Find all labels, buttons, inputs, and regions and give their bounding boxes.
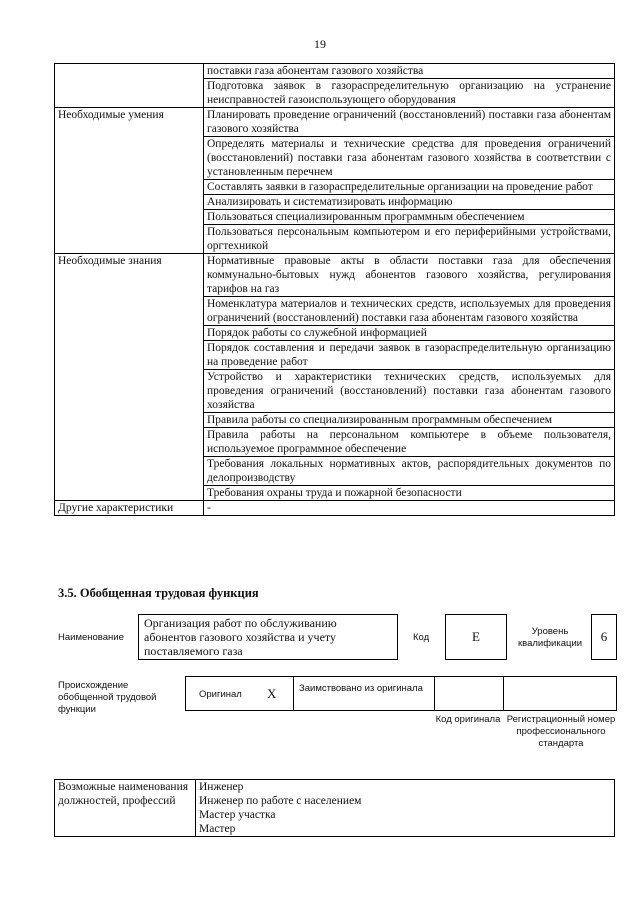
original-mark: X bbox=[267, 686, 277, 701]
code-original-label: Код оригинала bbox=[435, 714, 501, 725]
reg-number-label: Регистрационный номер профессионального стандарта bbox=[506, 714, 616, 749]
knowledge-item: Нормативные правовые акты в области поставки газа для обеспечения коммунально-бытовых нужд абонентов газового хозяйства, регулирования тарифов на газ bbox=[204, 254, 615, 297]
knowledge-item: Номенклатура материалов и технических средств, используемых для проведения ограничений (восстановлений) поставки газа абонентам газового хозяйства bbox=[204, 297, 615, 326]
page-number: 19 bbox=[314, 37, 326, 51]
knowledge-label: Необходимые знания bbox=[55, 254, 204, 501]
level-label: Уровень квалификации bbox=[518, 626, 583, 649]
skill-item: Пользоваться специализированным программным обеспечением bbox=[204, 210, 615, 225]
code-label: Код bbox=[413, 632, 430, 643]
position-item: Мастер участка bbox=[196, 808, 615, 822]
table-row bbox=[55, 780, 615, 795]
code-value: E bbox=[445, 614, 507, 660]
table-row bbox=[55, 501, 615, 516]
other-value: - bbox=[204, 501, 615, 516]
continuation-item: Подготовка заявок в газораспределительную организацию на устранение неисправностей газоиспользующего оборудования bbox=[204, 79, 615, 108]
knowledge-item: Требования локальных нормативных актов, распорядительных документов по делопроизводству bbox=[204, 457, 615, 486]
knowledge-item: Порядок работы со служебной информацией bbox=[204, 326, 615, 341]
borrowed-label: Заимствовано из оригинала bbox=[299, 683, 423, 694]
name-value: Организация работ по обслуживанию абонентов газового хозяйства и учету поставляемого газа bbox=[138, 614, 398, 660]
knowledge-item: Требования охраны труда и пожарной безопасности bbox=[204, 486, 615, 501]
continuation-item: поставки газа абонентам газового хозяйства bbox=[204, 64, 615, 79]
skill-item: Определять материалы и технические средства для проведения ограничений (восстановлений) поставки газа абонентам газового хозяйства в соответствии с установленным перечнем bbox=[204, 137, 615, 180]
table-row bbox=[55, 64, 615, 79]
skill-item: Пользоваться персональным компьютером и его периферийными устройствами, оргтехникой bbox=[204, 225, 615, 254]
knowledge-item: Правила работы со специализированным программным обеспечением bbox=[204, 413, 615, 428]
table-row bbox=[55, 108, 615, 137]
position-item: Мастер bbox=[196, 822, 615, 837]
name-label: Наименование bbox=[58, 632, 124, 643]
positions-label: Возможные наименования должностей, профессий bbox=[55, 780, 196, 837]
level-value: 6 bbox=[591, 614, 617, 660]
divider bbox=[293, 677, 294, 710]
section-title: 3.5. Обобщенная трудовая функция bbox=[58, 586, 259, 600]
origin-label: Происхождение обобщенной трудовой функции bbox=[58, 680, 157, 715]
divider bbox=[503, 677, 504, 710]
competency-table bbox=[54, 63, 615, 516]
skills-label: Необходимые умения bbox=[55, 108, 204, 254]
knowledge-item: Устройство и характеристики технических средств, используемых для проведения ограничений (восстановлений) поставки газа абонентам газового хозяйства bbox=[204, 370, 615, 413]
position-item: Инженер bbox=[196, 780, 615, 795]
original-label: Оригинал bbox=[199, 689, 242, 700]
empty-label-cell bbox=[55, 64, 204, 108]
skill-item: Планировать проведение ограничений (восстановлений) поставки газа абонентам газового хозяйства bbox=[204, 108, 615, 137]
skill-item: Составлять заявки в газораспределительные организации на проведение работ bbox=[204, 180, 615, 195]
table-row bbox=[55, 254, 615, 297]
skill-item: Анализировать и систематизировать информацию bbox=[204, 195, 615, 210]
position-item: Инженер по работе с населением bbox=[196, 794, 615, 808]
knowledge-item: Порядок составления и передачи заявок в газораспределительную организацию на проведение работ bbox=[204, 341, 615, 370]
divider bbox=[434, 677, 435, 710]
other-label: Другие характеристики bbox=[55, 501, 204, 516]
positions-table bbox=[54, 779, 615, 837]
knowledge-item: Правила работы на персональном компьютере в объеме пользователя, используемое программное обеспечение bbox=[204, 428, 615, 457]
origin-box bbox=[185, 676, 617, 711]
